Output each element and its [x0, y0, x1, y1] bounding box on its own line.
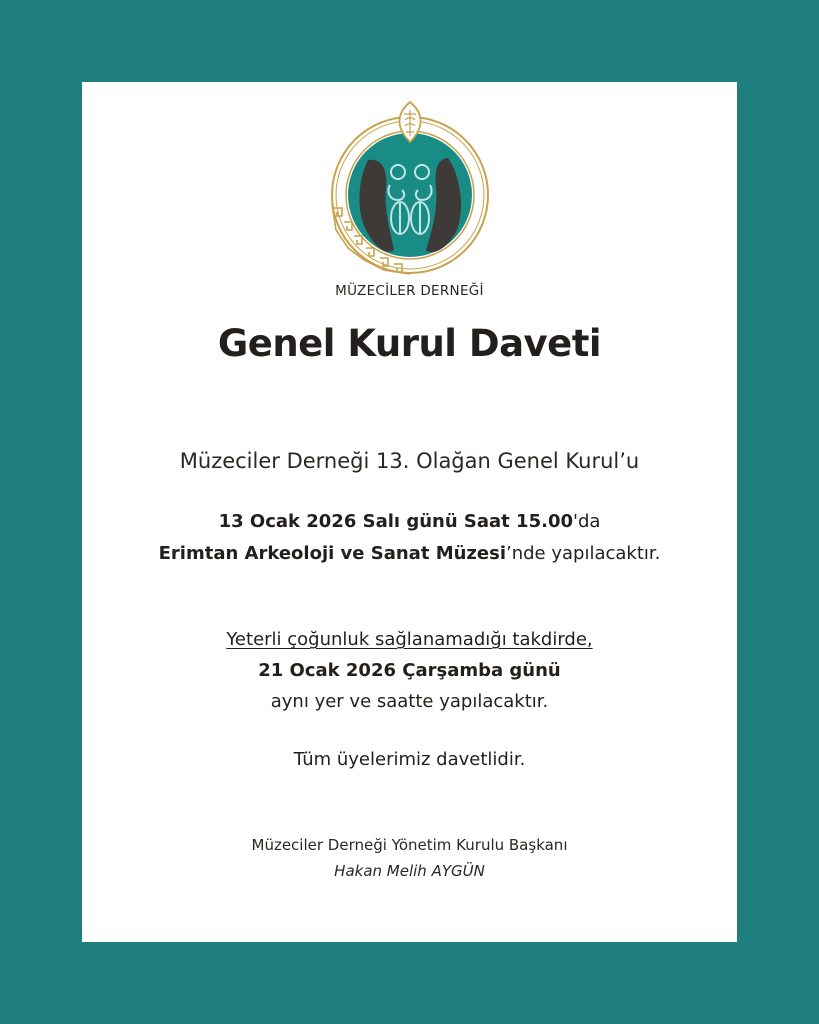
- alternate-date: [82, 660, 737, 681]
- signature-role: Müzeciler Derneği Yönetim Kurulu Başkanı: [251, 836, 568, 854]
- museum-association-emblem-icon: [328, 100, 492, 282]
- quorum-note-text: Yeterli çoğunluk sağlanamadığı takdirde,: [226, 629, 593, 650]
- venue-suffix: ’nde yapılacaktır.: [506, 543, 661, 564]
- page-title: Genel Kurul Daveti: [217, 322, 602, 365]
- organization-name: MÜZECİLER DERNEĞİ: [335, 283, 484, 299]
- meeting-date-line: [82, 511, 737, 532]
- intro-text: Müzeciler Derneği 13. Olağan Genel Kurul’u: [179, 449, 640, 473]
- alternate-date-text: 21 Ocak 2026 Çarşamba günü: [258, 660, 561, 681]
- signature-name: Hakan Melih AYGÜN: [334, 862, 485, 880]
- quorum-note: [82, 629, 737, 650]
- invitation-card: [82, 82, 737, 942]
- invitation-note: Tüm üyelerimiz davetlidir.: [293, 749, 526, 770]
- meeting-date-suffix: 'da: [573, 511, 601, 532]
- meeting-date: 13 Ocak 2026 Salı günü Saat 15.00: [218, 511, 573, 532]
- venue-line: [82, 543, 737, 564]
- alternate-note: aynı yer ve saatte yapılacaktır.: [270, 691, 549, 712]
- venue-name: Erimtan Arkeoloji ve Sanat Müzesi: [158, 543, 506, 564]
